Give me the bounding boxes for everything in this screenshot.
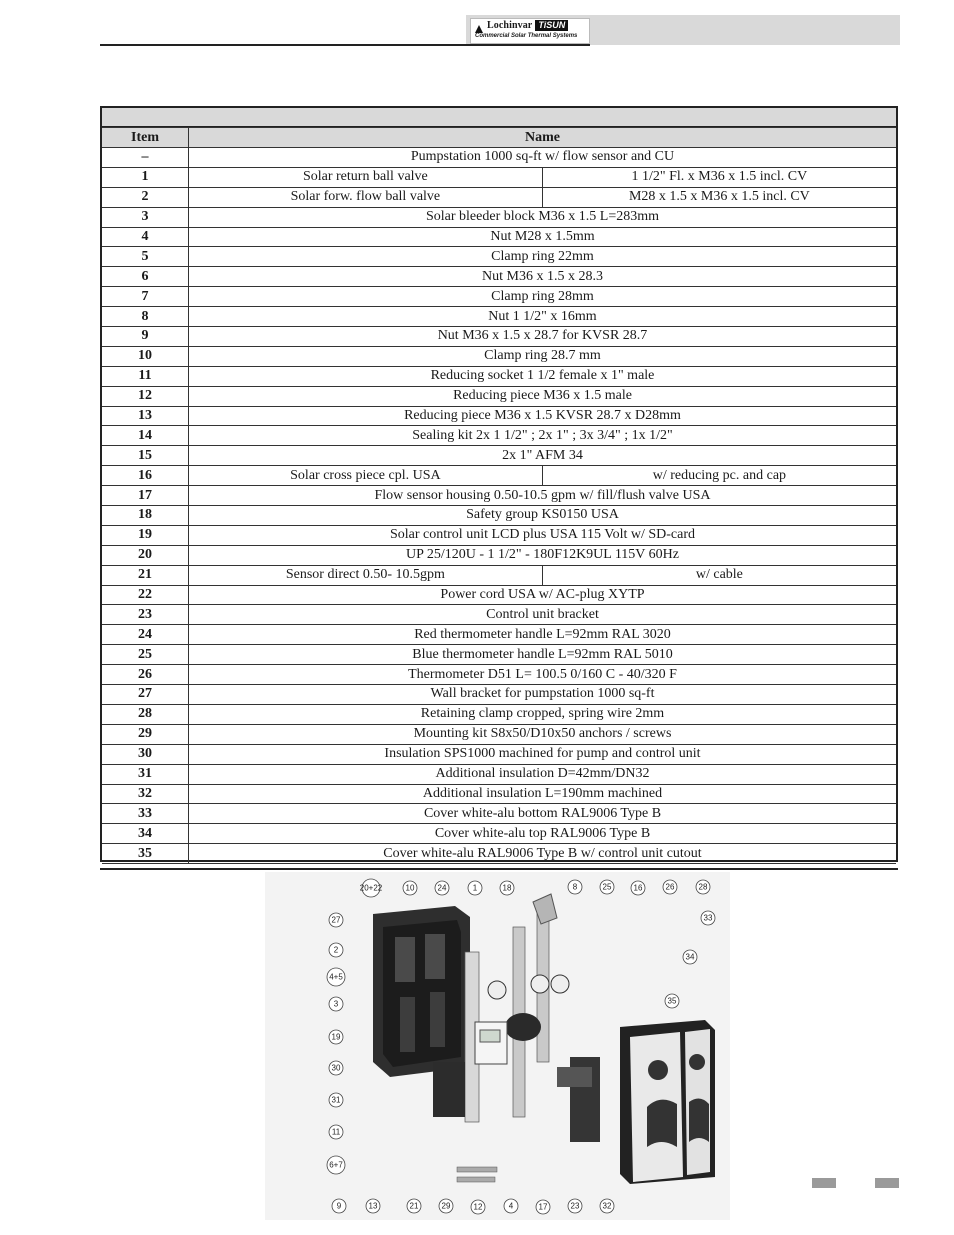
table-row: [102, 685, 896, 705]
brand-badge: TiSUN: [535, 20, 568, 31]
row-part-detail: w/ reducing pc. and cap: [542, 466, 896, 486]
callout-label: 8: [572, 882, 578, 892]
row-part-name: Red thermometer handle L=92mm RAL 3020: [189, 625, 897, 645]
row-part-name: Reducing piece M36 x 1.5 male: [189, 386, 897, 406]
table-row: [102, 267, 896, 287]
callout-marker: [327, 968, 345, 986]
callout-marker: [468, 881, 482, 895]
table-header-row: [102, 128, 896, 148]
row-part-name: Flow sensor housing 0.50-10.5 gpm w/ fill/flush valve USA: [189, 486, 897, 506]
row-part-name: Pumpstation 1000 sq-ft w/ flow sensor and CU: [189, 148, 897, 168]
row-item-number: 7: [102, 287, 189, 307]
table-row: [102, 724, 896, 744]
callout-label: 24: [437, 883, 447, 893]
row-part-name: Solar forw. flow ball valve: [189, 187, 543, 207]
callout-label: 17: [538, 1202, 548, 1212]
row-part-name: Additional insulation D=42mm/DN32: [189, 764, 897, 784]
row-part-name: Reducing socket 1 1/2 female x 1" male: [189, 366, 897, 386]
row-part-detail: 1 1/2" Fl. x M36 x 1.5 incl. CV: [542, 167, 896, 187]
callout-label: 10: [405, 883, 415, 893]
callout-label: 21: [409, 1201, 419, 1211]
row-part-name: Safety group KS0150 USA: [189, 506, 897, 526]
header-rule: [100, 44, 590, 46]
row-item-number: 16: [102, 466, 189, 486]
callout-marker: [435, 881, 449, 895]
callout-marker: [332, 1199, 346, 1213]
callout-marker: [568, 880, 582, 894]
row-item-number: 4: [102, 227, 189, 247]
table-row: [102, 167, 896, 187]
callout-marker: [568, 1199, 582, 1213]
row-part-name: Nut 1 1/2" x 16mm: [189, 307, 897, 327]
row-part-detail: M28 x 1.5 x M36 x 1.5 incl. CV: [542, 187, 896, 207]
row-item-number: 27: [102, 685, 189, 705]
cover-drawing: [620, 1020, 715, 1184]
row-part-name: Solar return ball valve: [189, 167, 543, 187]
callout-label: 27: [331, 915, 341, 925]
callout-marker: [683, 950, 697, 964]
row-item-number: 12: [102, 386, 189, 406]
table-row: [102, 366, 896, 386]
callout-label: 9: [336, 1201, 342, 1211]
callout-marker: [663, 880, 677, 894]
row-item-number: 3: [102, 207, 189, 227]
row-part-name: Solar control unit LCD plus USA 115 Volt w/ SD-card: [189, 525, 897, 545]
table-row: [102, 486, 896, 506]
footer-tab-right: [875, 1178, 899, 1188]
callout-marker: [665, 994, 679, 1008]
table-row: [102, 824, 896, 844]
table-row: [102, 247, 896, 267]
callout-label: 19: [331, 1032, 341, 1042]
table-row: [102, 625, 896, 645]
callout-marker: [327, 1156, 345, 1174]
row-item-number: 25: [102, 645, 189, 665]
table-row: [102, 446, 896, 466]
callout-label: 33: [703, 913, 713, 923]
callout-label: 3: [333, 999, 339, 1009]
table-row: [102, 207, 896, 227]
table-row: [102, 605, 896, 625]
callout-label: 26: [665, 882, 675, 892]
table-row: [102, 327, 896, 347]
row-item-number: 24: [102, 625, 189, 645]
callout-label: 1: [472, 883, 478, 893]
callout-marker: [329, 1030, 343, 1044]
row-part-name: Additional insulation L=190mm machined: [189, 784, 897, 804]
callout-marker: [360, 879, 383, 897]
row-part-name: Cover white-alu top RAL9006 Type B: [189, 824, 897, 844]
row-part-name: Nut M28 x 1.5mm: [189, 227, 897, 247]
callout-marker: [439, 1199, 453, 1213]
callout-label: 13: [368, 1201, 378, 1211]
table-row: [102, 227, 896, 247]
row-item-number: 30: [102, 744, 189, 764]
callout-marker: [329, 997, 343, 1011]
row-part-name: Solar cross piece cpl. USA: [189, 466, 543, 486]
table-row: [102, 804, 896, 824]
table-row: [102, 287, 896, 307]
row-part-name: Mounting kit S8x50/D10x50 anchors / screws: [189, 724, 897, 744]
table-row: [102, 506, 896, 526]
table-row: [102, 585, 896, 605]
callout-marker: [600, 1199, 614, 1213]
callout-marker: [701, 911, 715, 925]
row-item-number: 32: [102, 784, 189, 804]
footer-tab-left: [812, 1178, 836, 1188]
row-part-name: Retaining clamp cropped, spring wire 2mm: [189, 704, 897, 724]
row-part-name: Power cord USA w/ AC-plug XYTP: [189, 585, 897, 605]
row-part-name: Reducing piece M36 x 1.5 KVSR 28.7 x D28mm: [189, 406, 897, 426]
callout-marker: [631, 881, 645, 895]
table-row: [102, 704, 896, 724]
row-part-name: Sealing kit 2x 1 1/2" ; 2x 1" ; 3x 3/4" ; 1x 1/2": [189, 426, 897, 446]
table-row: [102, 744, 896, 764]
exploded-view-illustration: [265, 872, 730, 1220]
callout-label: 29: [441, 1201, 451, 1211]
callout-marker: [504, 1199, 518, 1213]
callout-label: 35: [667, 996, 677, 1006]
row-item-number: 2: [102, 187, 189, 207]
row-part-name: Insulation SPS1000 machined for pump and control unit: [189, 744, 897, 764]
callout-marker: [329, 1125, 343, 1139]
row-part-detail: w/ cable: [542, 565, 896, 585]
row-item-number: 6: [102, 267, 189, 287]
row-part-name: Solar bleeder block M36 x 1.5 L=283mm: [189, 207, 897, 227]
row-part-name: Control unit bracket: [189, 605, 897, 625]
exploded-view-diagram: [265, 872, 730, 1220]
row-part-name: Thermometer D51 L= 100.5 0/160 C - 40/320 F: [189, 665, 897, 685]
row-item-number: 26: [102, 665, 189, 685]
row-part-name: Clamp ring 22mm: [189, 247, 897, 267]
callout-marker: [471, 1200, 485, 1214]
row-item-number: 21: [102, 565, 189, 585]
callout-label: 6+7: [329, 1160, 343, 1170]
table-row: [102, 565, 896, 585]
row-part-name: UP 25/120U - 1 1/2" - 180F12K9UL 115V 60Hz: [189, 545, 897, 565]
table-row: [102, 645, 896, 665]
callout-marker: [366, 1199, 380, 1213]
row-item-number: 31: [102, 764, 189, 784]
table-title-bar: [102, 108, 896, 127]
brand-name: Lochinvar: [487, 20, 533, 31]
row-part-name: Sensor direct 0.50- 10.5gpm: [189, 565, 543, 585]
callout-label: 20+22: [359, 883, 383, 893]
callout-label: 4+5: [329, 972, 343, 982]
row-item-number: 9: [102, 327, 189, 347]
row-part-name: Cover white-alu RAL9006 Type B w/ control unit cutout: [189, 844, 897, 864]
table-row: [102, 187, 896, 207]
table-row: [102, 844, 896, 864]
table-row: [102, 406, 896, 426]
table-row: [102, 665, 896, 685]
callout-label: 11: [331, 1127, 341, 1137]
row-item-number: 1: [102, 167, 189, 187]
row-part-name: Blue thermometer handle L=92mm RAL 5010: [189, 645, 897, 665]
table-row: [102, 346, 896, 366]
row-item-number: 11: [102, 366, 189, 386]
row-item-number: 15: [102, 446, 189, 466]
callout-label: 34: [685, 952, 695, 962]
row-part-name: Nut M36 x 1.5 x 28.7 for KVSR 28.7: [189, 327, 897, 347]
callout-label: 12: [473, 1202, 483, 1212]
parts-table-body: [102, 148, 896, 864]
row-item-number: 22: [102, 585, 189, 605]
brand-logo: [470, 18, 590, 44]
row-part-name: Wall bracket for pumpstation 1000 sq-ft: [189, 685, 897, 705]
callout-label: 18: [502, 883, 512, 893]
row-item-number: 18: [102, 506, 189, 526]
row-part-name: 2x 1" AFM 34: [189, 446, 897, 466]
callout-label: 30: [331, 1063, 341, 1073]
row-item-number: 20: [102, 545, 189, 565]
row-part-name: Cover white-alu bottom RAL9006 Type B: [189, 804, 897, 824]
table-row: [102, 784, 896, 804]
callout-marker: [536, 1200, 550, 1214]
callout-label: 31: [331, 1095, 341, 1105]
row-item-number: 35: [102, 844, 189, 864]
callout-label: 2: [333, 945, 339, 955]
callout-label: 23: [570, 1201, 580, 1211]
callout-label: 28: [698, 882, 708, 892]
callout-marker: [500, 881, 514, 895]
row-item-number: 5: [102, 247, 189, 267]
callout-label: 4: [508, 1201, 514, 1211]
parts-table-frame: [100, 106, 898, 862]
table-row: [102, 764, 896, 784]
callout-marker: [696, 880, 710, 894]
row-item-number: 34: [102, 824, 189, 844]
table-row: [102, 466, 896, 486]
callout-marker: [403, 881, 417, 895]
row-item-number: 13: [102, 406, 189, 426]
table-row: [102, 307, 896, 327]
row-item-number: 8: [102, 307, 189, 327]
callout-marker: [329, 943, 343, 957]
parts-table: [102, 127, 896, 864]
section-rule: [100, 868, 898, 870]
row-item-number: 28: [102, 704, 189, 724]
table-row: [102, 148, 896, 168]
row-part-name: Clamp ring 28mm: [189, 287, 897, 307]
row-item-number: 19: [102, 525, 189, 545]
row-item-number: 33: [102, 804, 189, 824]
table-row: [102, 545, 896, 565]
row-part-name: Clamp ring 28.7 mm: [189, 346, 897, 366]
lochinvar-mark-icon: [474, 21, 484, 31]
row-item-number: 23: [102, 605, 189, 625]
row-item-number: 29: [102, 724, 189, 744]
brand-tagline: Commercial Solar Thermal Systems: [475, 33, 578, 39]
column-header-item: Item: [102, 128, 189, 148]
callout-marker: [329, 1061, 343, 1075]
row-item-number: –: [102, 148, 189, 168]
row-part-name: Nut M36 x 1.5 x 28.3: [189, 267, 897, 287]
table-row: [102, 426, 896, 446]
callout-label: 25: [602, 882, 612, 892]
callout-marker: [407, 1199, 421, 1213]
callout-marker: [329, 913, 343, 927]
row-item-number: 17: [102, 486, 189, 506]
callout-marker: [329, 1093, 343, 1107]
column-header-name: Name: [189, 128, 897, 148]
wall-bracket-drawing: [373, 906, 470, 1077]
callout-marker: [600, 880, 614, 894]
table-row: [102, 386, 896, 406]
callout-label: 16: [633, 883, 643, 893]
table-row: [102, 525, 896, 545]
callout-label: 32: [602, 1201, 612, 1211]
row-item-number: 14: [102, 426, 189, 446]
row-item-number: 10: [102, 346, 189, 366]
